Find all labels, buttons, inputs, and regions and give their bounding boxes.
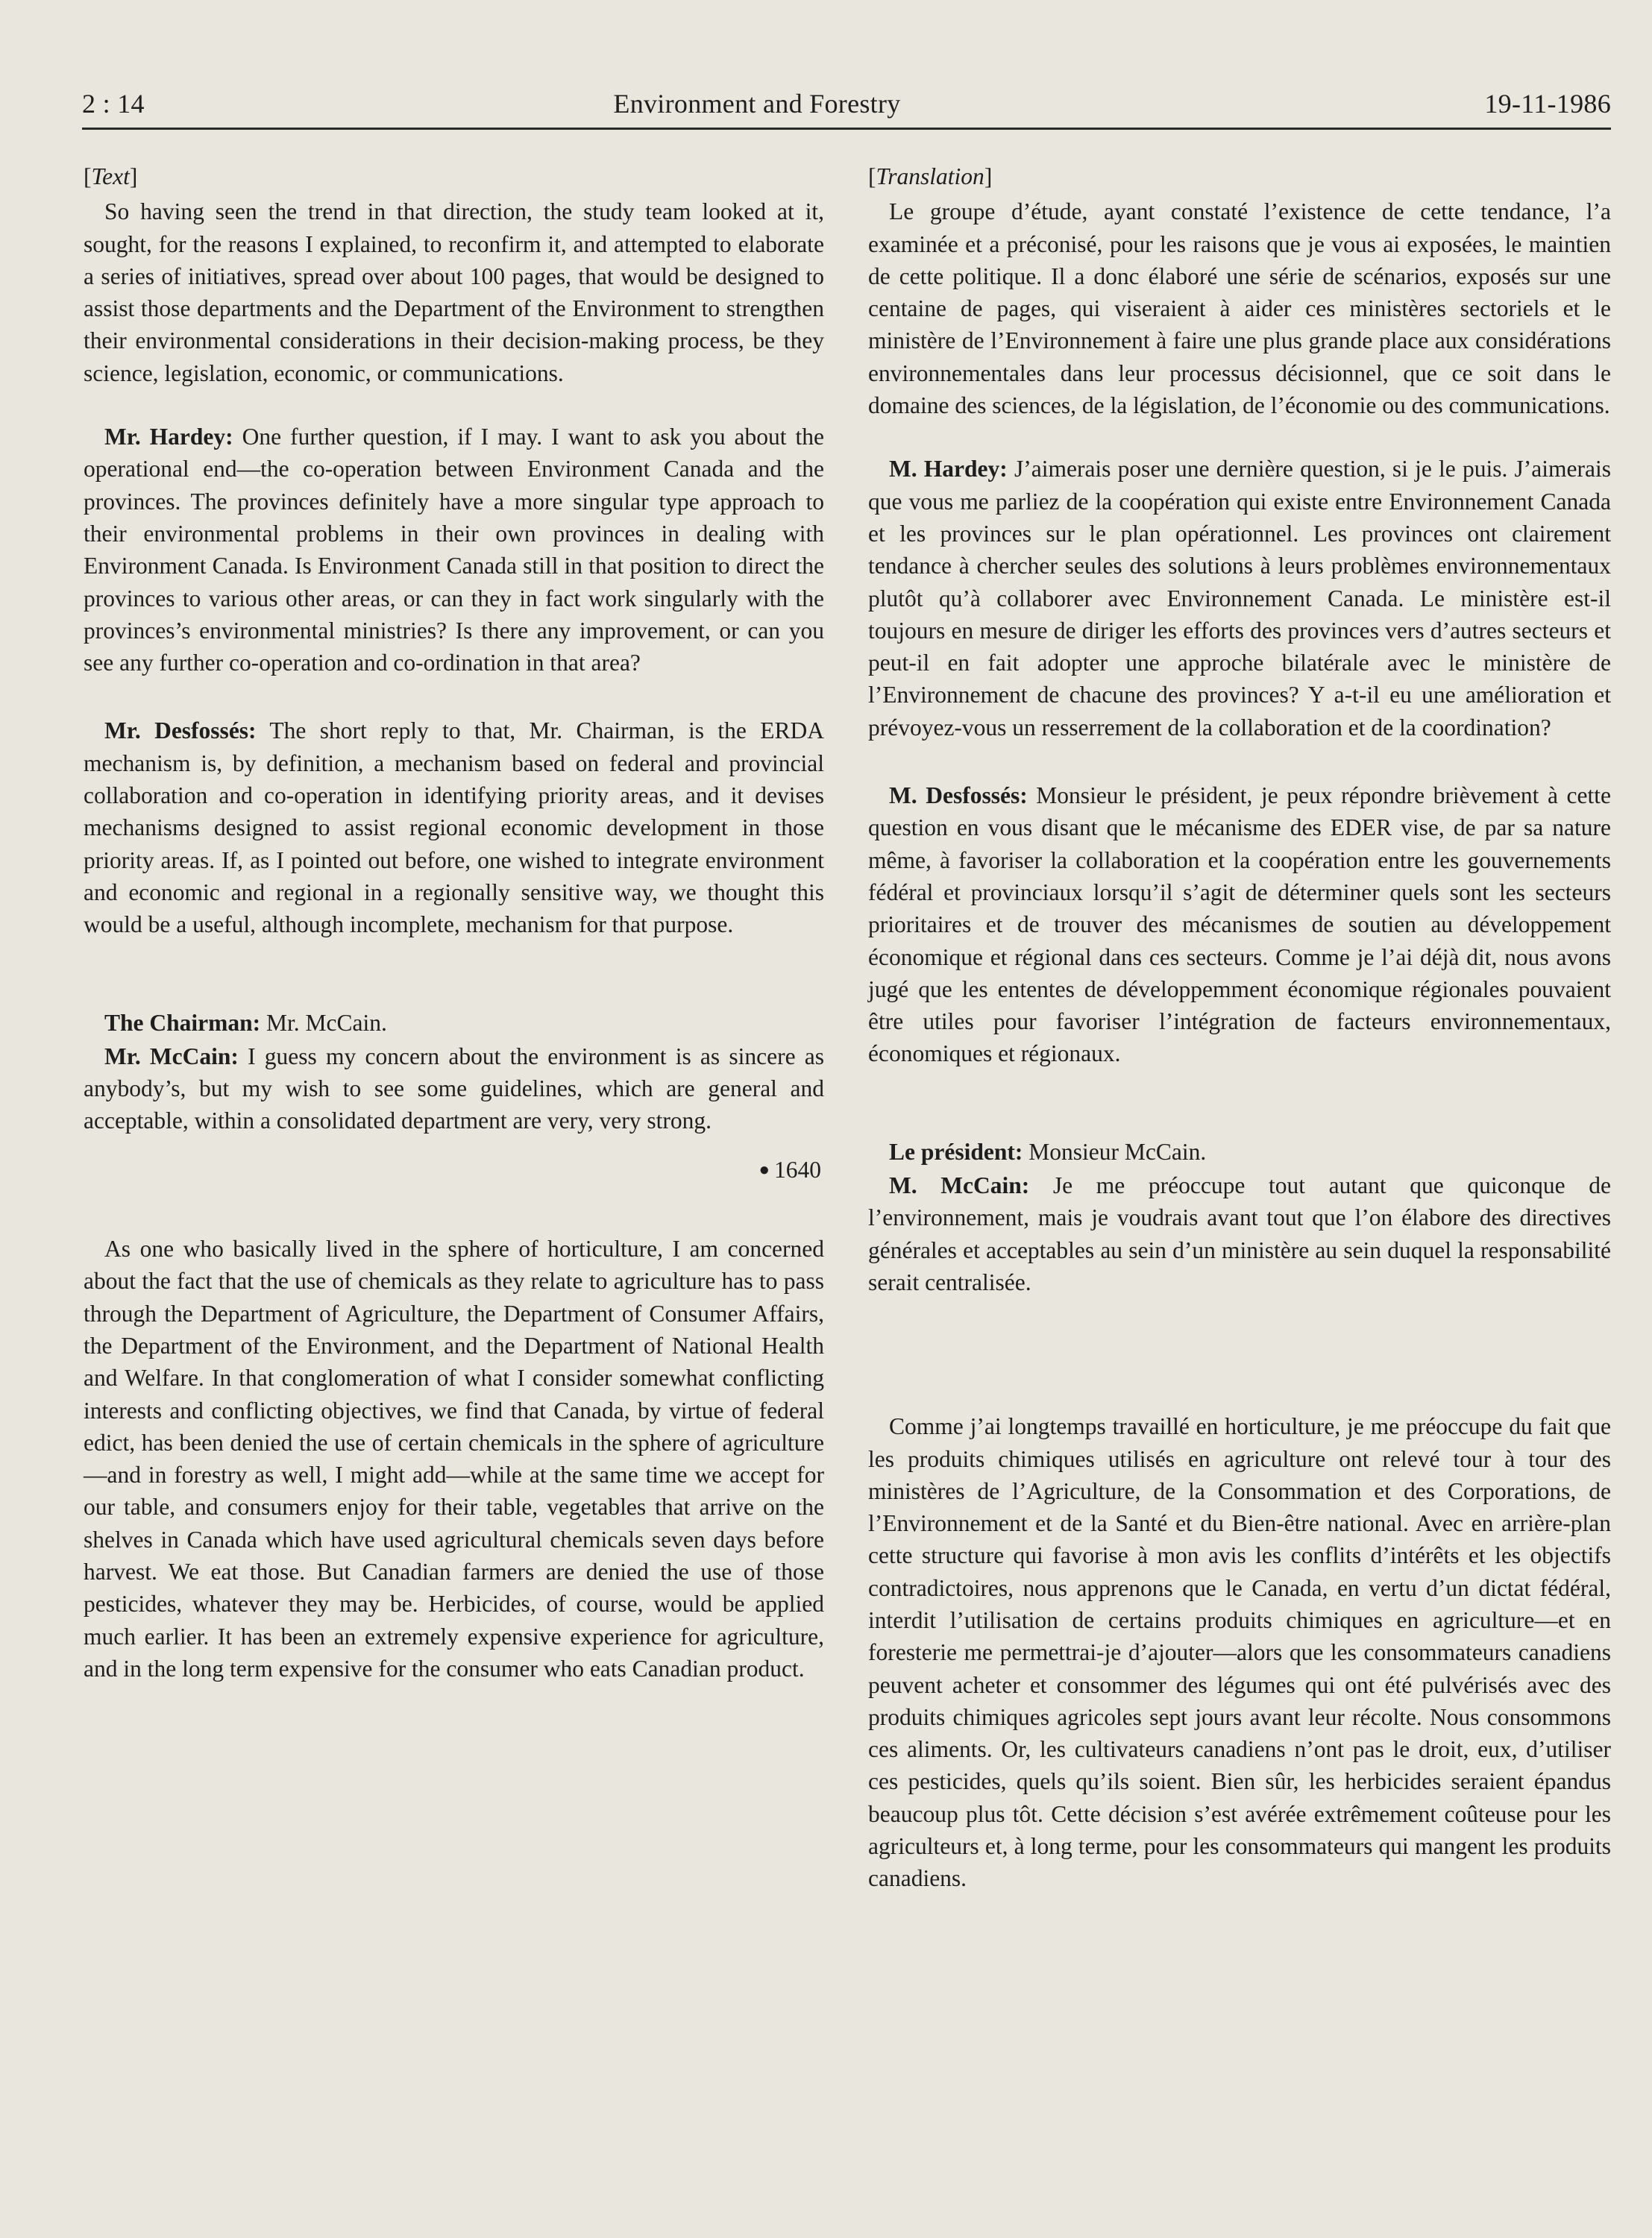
paragraph-chairman: Le président: Monsieur McCain. bbox=[889, 1138, 1207, 1165]
paragraph-mccain: M. McCain: Je me préoccupe tout autant que quiconque de l’environnement, mais je voudrais avant tout que l’on élabore des directives générales et acceptables au sein d’un ministère au sein duquel la responsabilité serait centralisée. bbox=[868, 1172, 1611, 1295]
french-column bbox=[868, 160, 1611, 1895]
page-number: 2 : 14 bbox=[82, 89, 145, 119]
paragraph-hardey: M. Hardey: J’aimerais poser une dernière question, si je le puis. J’aimerais que vous me parliez de la coopération qui existe entre Environnement Canada et les provinces sur le plan opérationnel. Les provinces ont clairement tendance à chercher seules des solutions à leurs problèmes environnementaux plutôt qu’à collaborer avec Environnement Canada. Le ministère est-il toujours en mesure de diriger les efforts des provinces vers d’autres secteurs et peut-il en fait adopter une approche bilatérale avec le ministère de l’Environnement de chacune des provinces? Y a-t-il eu une amélioration et prévoyez-vous un resserrement de la collaboration et de la coordination? bbox=[868, 456, 1611, 741]
time-marker: ● 1640 bbox=[759, 1156, 821, 1183]
speaker-name: M. McCain: bbox=[889, 1172, 1030, 1199]
speaker-name: Mr. Hardey: bbox=[104, 424, 233, 450]
header-rule bbox=[82, 128, 1611, 130]
running-title: Environment and Forestry bbox=[613, 89, 901, 119]
paragraph: As one who basically lived in the sphere of horticulture, I am concerned about the fact that the use of chemicals as they relate to agriculture has to pass through the Department of Agriculture, the Department of Consumer Affairs, the Department of the Environment, and the Department of National Health and Welfare. In that conglomeration of what I consider somewhat conflicting interests and conflicting objectives, we find that Canada, by virtue of federal edict, has been denied the use of certain chemicals in the sphere of agriculture—and in forestry as well, I might add—while at the same time we accept for our table, and consumers enjoy for their table, vegetables that arrive on the shelves in Canada which have used agricultural chemicals seven days before harvest. We eat those. But Canadian farmers are denied the use of those pesticides, whatever they may be. Herbicides, of course, would be applied much earlier. It has been an extremely expensive experience for agriculture, and in the long term expensive for the consumer who eats Canadian product. bbox=[84, 1236, 824, 1682]
page-header bbox=[82, 88, 1611, 133]
paragraph-chairman: The Chairman: Mr. McCain. bbox=[104, 1009, 387, 1036]
language-label: [Text] bbox=[84, 163, 138, 189]
speaker-name: Mr. Desfossés: bbox=[104, 717, 257, 744]
english-column bbox=[84, 160, 824, 1685]
paragraph: So having seen the trend in that direction, the study team looked at it, sought, for the reasons I explained, to reconfirm it, and attempted to elaborate a series of initiatives, spread over about 100 pages, that would be designed to assist those departments and the Department of the Environment to strengthen their environmental considerations in their decision-making process, be they science, legislation, economic, or communications. bbox=[84, 198, 824, 386]
paragraph-hardey: Mr. Hardey: One further question, if I may. I want to ask you about the operational end—the co-operation between Environment Canada and the provinces. The provinces definitely have a more singular type approach to their environmental problems in their own provinces in dealing with Environment Canada. Is Environment Canada still in that position to direct the provinces to various other areas, or can they in fact work singularly with the provinces’s environmental ministries? Is there any improvement, or can you see any further co-operation and co-ordination in that area? bbox=[84, 424, 825, 676]
speaker-name: M. Hardey: bbox=[889, 456, 1008, 483]
sitting-date: 19-11-1986 bbox=[1484, 89, 1611, 119]
bullet-icon: ● bbox=[759, 1160, 770, 1180]
speaker-name: Mr. McCain: bbox=[104, 1043, 239, 1069]
speaker-name: M. Desfossés: bbox=[889, 782, 1028, 809]
paragraph-desfosses: Mr. Desfossés: The short reply to that, Mr. Chairman, is the ERDA mechanism is, by definition, a mechanism based on federal and provincial collaboration and co-operation in identifying priority areas, and it devises mechanisms designed to assist regional economic development in those priority areas. If, as I pointed out before, one wished to integrate environment and economic and regional in a regionally sensitive way, we thought this would be a useful, although incomplete, mechanism for that purpose. bbox=[84, 717, 824, 938]
speaker-name: Le président: bbox=[889, 1138, 1023, 1165]
speaker-name: The Chairman: bbox=[104, 1009, 261, 1036]
paragraph: Comme j’ai longtemps travaillé en horticulture, je me préoccupe du fait que les produits chimiques utilisés en agriculture ont relevé tour à tour des ministères de l’Agriculture, de la Consommation et des Corporations, de l’Environnement et de la Santé et du Bien-être national. Avec en arrière-plan cette structure qui favorise à mon avis les conflits d’intérêts et les objectifs contradictoires, nous apprenons que le Canada, en vertu d’un dictat fédéral, interdit l’utilisation de certains produits chimiques en agriculture—et en foresterie me permettrai-je d’ajouter—alors que les consommateurs canadiens peuvent acheter et consommer des légumes qui ont été pulvérisés avec des produits chimiques agricoles sept jours avant leur récolte. Nous consommons ces aliments. Or, les cultivateurs canadiens n’ont pas le droit, eux, d’utiliser ces pesticides, quels qu’ils soient. Bien sûr, les herbicides seraient épandus beaucoup plus tôt. Cette décision s’est avérée extrêmement coûteuse pour les agriculteurs et, à long terme, pour les consommateurs qui mangent les produits canadiens. bbox=[868, 1413, 1611, 1892]
paragraph-desfosses: M. Desfossés: Monsieur le président, je peux répondre brièvement à cette question en vous disant que le mécanisme des EDER vise, de par sa nature même, à favoriser la collaboration et la coopération entre les gouvernements fédéral et provinciaux lorsqu’il s’agit de déterminer quels sont les secteurs prioritaires et de trouver des mécanismes de soutien au développement économique et régional dans ces secteurs. Comme je l’ai déjà dit, nous avons jugé que les ententes de développemment économique régionales pouvaient être utiles pour favoriser l’intégration de facteurs environnementaux, économiques et régionaux. bbox=[868, 782, 1611, 1067]
language-label: [Translation] bbox=[868, 163, 993, 189]
paragraph: Le groupe d’étude, ayant constaté l’existence de cette tendance, l’a examinée et a préconisé, pour les raisons que je vous ai exposées, le maintien de cette politique. Il a donc élaboré une série de scénarios, exposés sur une centaine de pages, qui viseraient à aider ces ministères sectoriels et le ministère de l’Environnement à faire une plus grande place aux considérations environnementales dans leur processus décisionnel, que ce soit dans le domaine des sciences, de la législation, de l’économie ou des communications. bbox=[868, 198, 1611, 419]
paragraph-mccain: Mr. McCain: I guess my concern about the environment is as sincere as anybody’s, but my wish to see some guidelines, which are general and acceptable, within a consolidated department are very, very strong. bbox=[84, 1043, 825, 1134]
